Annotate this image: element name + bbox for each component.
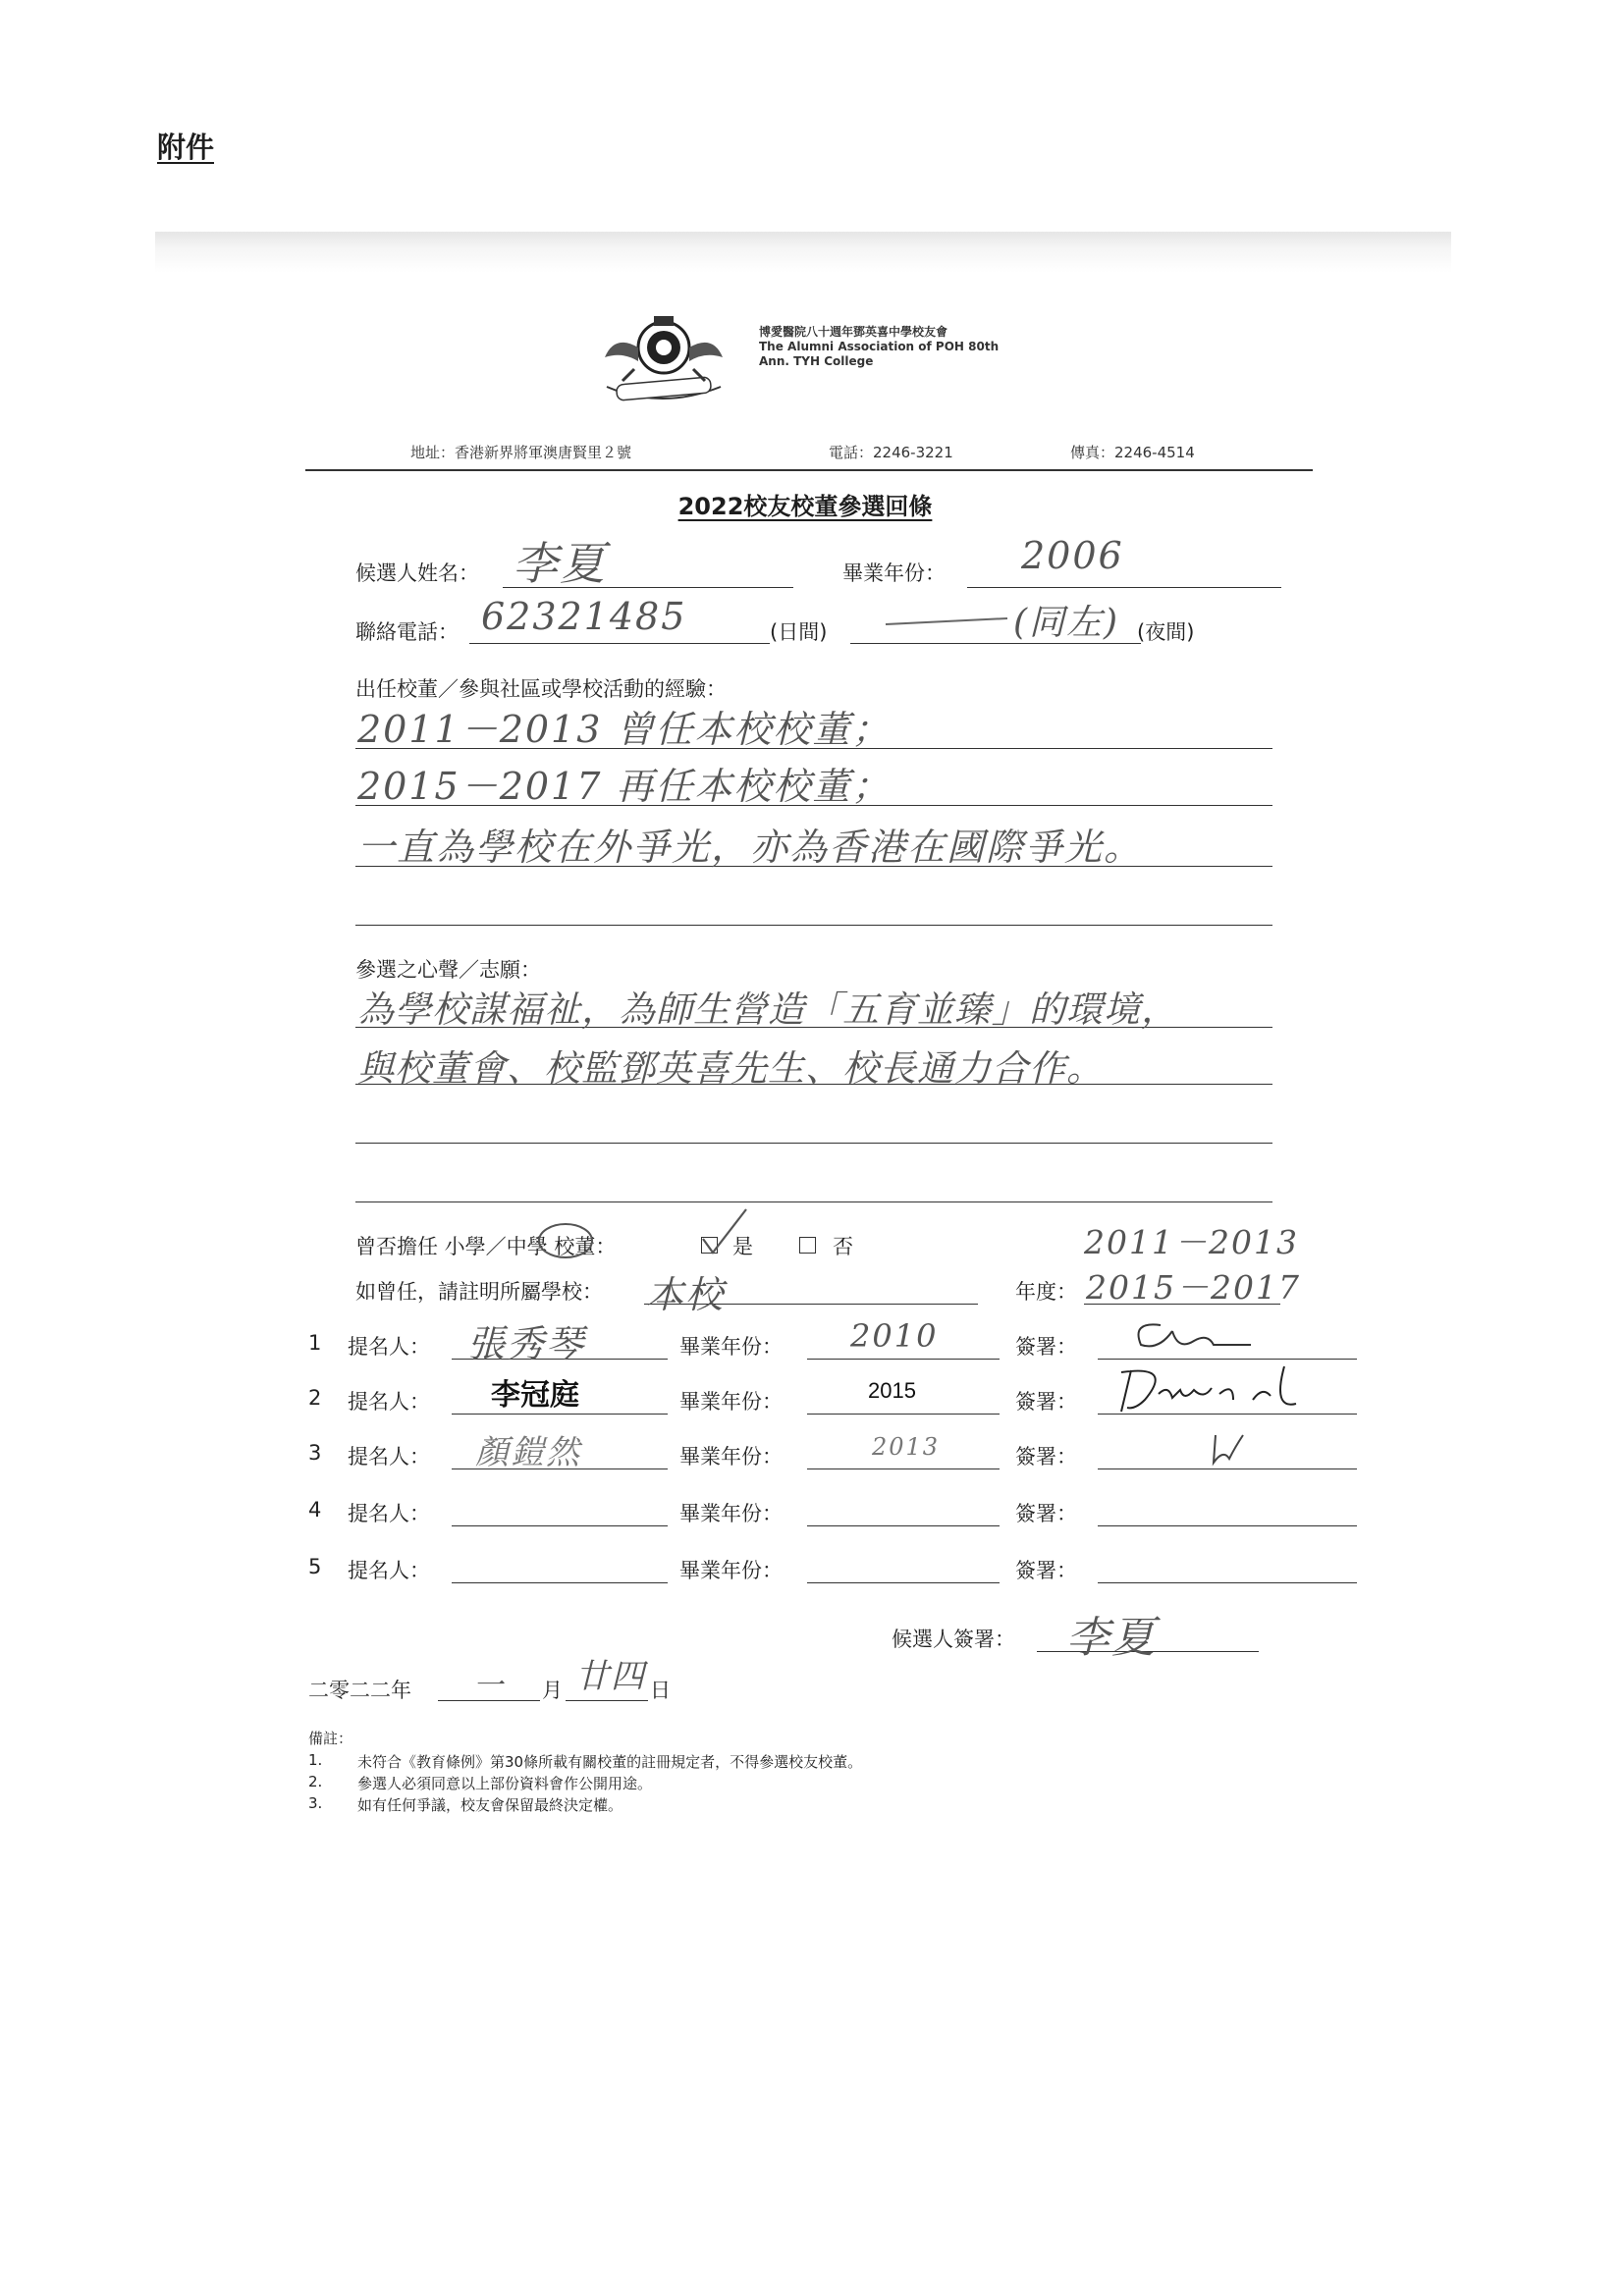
day-label: (日間) xyxy=(770,620,828,644)
nominator-signature-1 xyxy=(1119,1311,1257,1357)
letterhead-rule xyxy=(305,469,1313,471)
candidate-name-value: 李夏 xyxy=(513,537,607,590)
nominator-grad-label: 畢業年份： xyxy=(679,1502,783,1525)
nominator-index: 3 xyxy=(308,1441,322,1465)
nominator-name: 顏鎧然 xyxy=(475,1433,581,1472)
nominator-label: 提名人： xyxy=(348,1559,430,1582)
note-number: 1. xyxy=(308,1751,323,1769)
nominator-year: 2013 xyxy=(872,1433,941,1461)
address: 地址：香港新界將軍澳唐賢里２號 xyxy=(410,444,632,461)
nominator-signature-2 xyxy=(1115,1361,1302,1415)
date-year-label: 二零二二年 xyxy=(308,1679,411,1702)
experience-label: 出任校董／參與社區或學校活動的經驗： xyxy=(355,677,727,701)
nominator-label: 提名人： xyxy=(348,1445,430,1468)
nominator-year: 2010 xyxy=(850,1317,939,1355)
signature-line xyxy=(1098,1525,1357,1526)
nominator-index: 1 xyxy=(308,1331,322,1355)
date-day-line xyxy=(566,1700,648,1701)
experience-line-4 xyxy=(355,925,1272,926)
school-value: 本校 xyxy=(646,1273,726,1316)
aspiration-text-2: 與校董會、校監鄧英喜先生、校長通力合作。 xyxy=(357,1047,1104,1090)
served-years-value-1: 2011－2013 xyxy=(1084,1223,1299,1261)
nominator-signature-3 xyxy=(1204,1429,1253,1468)
annex-label: 附件 xyxy=(157,131,215,164)
year-label: 年度： xyxy=(1015,1280,1077,1304)
signature-line xyxy=(1098,1359,1357,1360)
nominator-year-line xyxy=(807,1359,1000,1360)
aspiration-label: 參選之心聲／志願： xyxy=(355,958,541,982)
no-checkbox[interactable] xyxy=(799,1237,816,1254)
notes-heading: 備註： xyxy=(308,1730,353,1747)
date-day-value: 廿四 xyxy=(575,1657,646,1696)
experience-text-1: 2011－2013 曾任本校校董； xyxy=(357,708,892,751)
experience-text-2: 2015－2017 再任本校校董； xyxy=(357,765,892,808)
aspiration-line-4 xyxy=(355,1201,1272,1202)
nominator-year-line xyxy=(807,1582,1000,1583)
experience-text-3: 一直為學校在外爭光，亦為香港在國際爭光。 xyxy=(357,826,1144,869)
month-label: 月 xyxy=(542,1679,563,1702)
nominator-grad-label: 畢業年份： xyxy=(679,1335,783,1359)
secondary-circled-mark xyxy=(536,1221,595,1260)
nominator-grad-label: 畢業年份： xyxy=(679,1390,783,1414)
signature-label: 簽署： xyxy=(1015,1502,1077,1525)
date-month-value: 一 xyxy=(473,1669,505,1703)
note-number: 3. xyxy=(308,1794,323,1812)
nominator-index: 4 xyxy=(308,1498,322,1522)
nominator-year-line xyxy=(807,1525,1000,1526)
note-text: 未符合《教育條例》第30條所載有關校董的註冊規定者，不得參選校友校董。 xyxy=(357,1753,863,1771)
contact-label: 聯絡電話： xyxy=(355,620,459,644)
grad-year-label: 畢業年份： xyxy=(842,561,946,585)
note-text: 參選人必須同意以上部份資料會作公開用途。 xyxy=(357,1775,653,1792)
letterhead-organization xyxy=(759,325,999,369)
candidate-signature-value: 李夏 xyxy=(1066,1613,1157,1663)
grad-year-line xyxy=(967,587,1281,588)
nominator-name: 李冠庭 xyxy=(491,1379,579,1412)
contact-day-line xyxy=(469,643,770,644)
grad-year-value: 2006 xyxy=(1021,534,1124,577)
yes-label: 是 xyxy=(732,1235,753,1258)
nominator-label: 提名人： xyxy=(348,1390,430,1414)
candidate-signature-label: 候選人簽署： xyxy=(892,1628,1015,1651)
nominator-name-line xyxy=(452,1414,668,1415)
served-label: 曾否擔任 小學／中學 校董： xyxy=(355,1235,617,1258)
note-text: 如有任何爭議，校友會保留最終決定權。 xyxy=(357,1796,623,1814)
nominator-name-line xyxy=(452,1525,668,1526)
nominator-year-line xyxy=(807,1468,1000,1469)
signature-label: 簽署： xyxy=(1015,1390,1077,1414)
night-label: (夜間) xyxy=(1137,620,1195,644)
no-label: 否 xyxy=(833,1235,853,1258)
signature-label: 簽署： xyxy=(1015,1335,1077,1359)
nominator-year: 2015 xyxy=(868,1378,916,1403)
org-name-en-line1: The Alumni Association of POH 80th xyxy=(759,340,1000,353)
phone: 電話：2246-3221 xyxy=(829,444,953,461)
if-served-label: 如曾任，請註明所屬學校： xyxy=(355,1280,603,1304)
signature-line xyxy=(1098,1582,1357,1583)
org-name-zh: 博愛醫院八十週年鄧英喜中學校友會 xyxy=(759,325,948,339)
signature-label: 簽署： xyxy=(1015,1559,1077,1582)
note-number: 2. xyxy=(308,1773,323,1790)
nominator-grad-label: 畢業年份： xyxy=(679,1559,783,1582)
nominator-label: 提名人： xyxy=(348,1502,430,1525)
nominator-year-line xyxy=(807,1414,1000,1415)
nominator-name: 張秀琴 xyxy=(467,1322,586,1365)
nominator-name-line xyxy=(452,1582,668,1583)
fax: 傳真：2246-4514 xyxy=(1070,444,1195,461)
served-years-value-2: 2015－2017 xyxy=(1086,1268,1301,1307)
contact-night-value: (同左) xyxy=(1013,603,1120,643)
aspiration-text-1: 為學校謀福祉，為師生營造「五育並臻」的環境， xyxy=(357,988,1178,1031)
signature-label: 簽署： xyxy=(1015,1445,1077,1468)
nominator-index: 5 xyxy=(308,1555,322,1578)
nominator-label: 提名人： xyxy=(348,1335,430,1359)
dash-stroke xyxy=(884,614,1011,626)
candidate-name-label: 候選人姓名： xyxy=(355,561,479,585)
signature-line xyxy=(1098,1468,1357,1469)
org-name-en-line2: Ann. TYH College xyxy=(759,354,874,368)
form-title: 2022校友校董參選回條 xyxy=(677,493,933,520)
alumni-association-logo xyxy=(593,308,734,410)
nominator-grad-label: 畢業年份： xyxy=(679,1445,783,1468)
contact-day-value: 62321485 xyxy=(481,595,687,638)
nominator-index: 2 xyxy=(308,1386,322,1410)
aspiration-line-3 xyxy=(355,1143,1272,1144)
day-unit-label: 日 xyxy=(650,1679,671,1702)
